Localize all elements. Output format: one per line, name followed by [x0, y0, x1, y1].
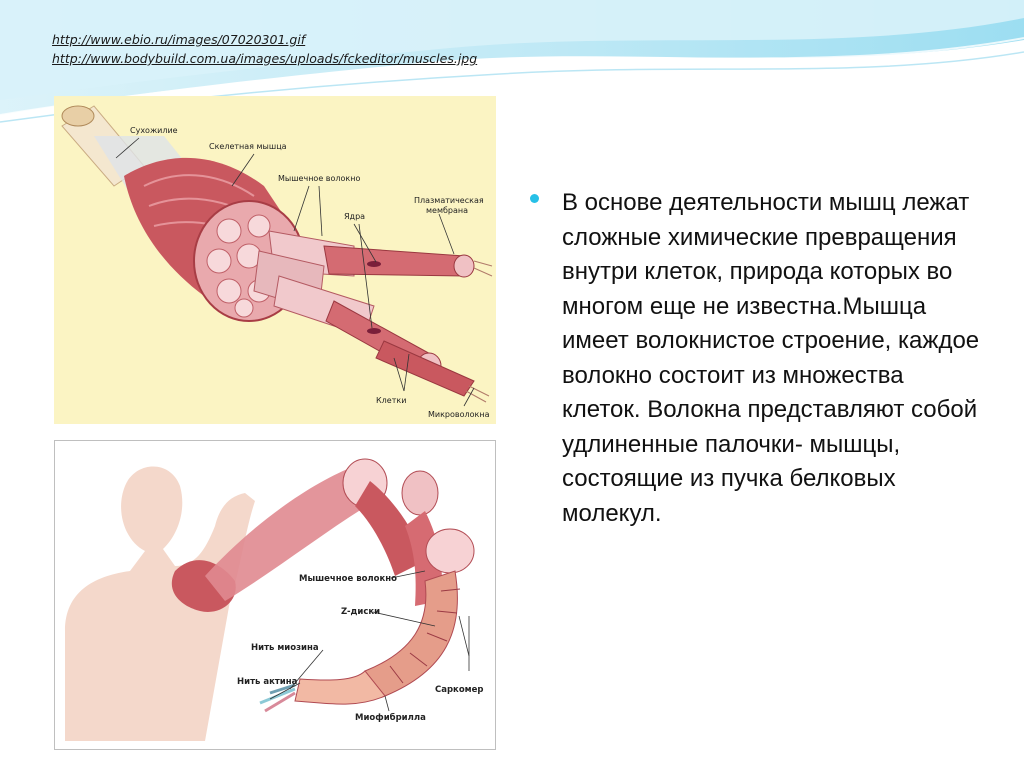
myofibril-illustration [54, 440, 496, 750]
muscle-structure-illustration [54, 96, 496, 424]
label-myofibril: Миофибрилла [355, 713, 426, 723]
label-microfibrils: Микроволокна [428, 410, 490, 419]
source-link-2[interactable]: http://www.bodybuild.com.ua/images/uploads/fckeditor/muscles.jpg [52, 51, 478, 66]
myofibril-drawing [55, 441, 495, 749]
bullet-paragraph: В основе деятельности мышц лежат сложные химические превращения внутри клеток, природа которых во многом еще не известна.Мышца имеет волокнистое строение, каждое волокно состоит из множества клеток. Волокна представляют собой удлиненные палочки- мышцы, состоящие из пучка белковых молекул. [562, 189, 980, 527]
label-z-discs: Z-диски [341, 607, 381, 617]
label-muscle-fiber: Мышечное волокно [278, 174, 361, 183]
label-tendon: Сухожилие [130, 126, 178, 135]
label-cells: Клетки [376, 396, 407, 405]
source-links [52, 30, 477, 68]
label-actin: Нить актина [237, 677, 298, 687]
label-myosin: Нить миозина [251, 643, 319, 653]
label-skeletal-muscle: Скелетная мышца [209, 142, 287, 151]
label-plasma-membrane-1: Плазматическая [414, 196, 484, 205]
label-nuclei: Ядра [344, 212, 366, 221]
bullet-point-icon [530, 194, 539, 203]
source-link-1[interactable]: http://www.ebio.ru/images/07020301.gif [52, 32, 306, 47]
label-sarcomere: Саркомер [435, 685, 484, 695]
label-plasma-membrane-2: мембрана [426, 206, 469, 215]
label-muscle-fiber: Мышечное волокно [299, 574, 397, 584]
bullet-list [530, 186, 980, 531]
